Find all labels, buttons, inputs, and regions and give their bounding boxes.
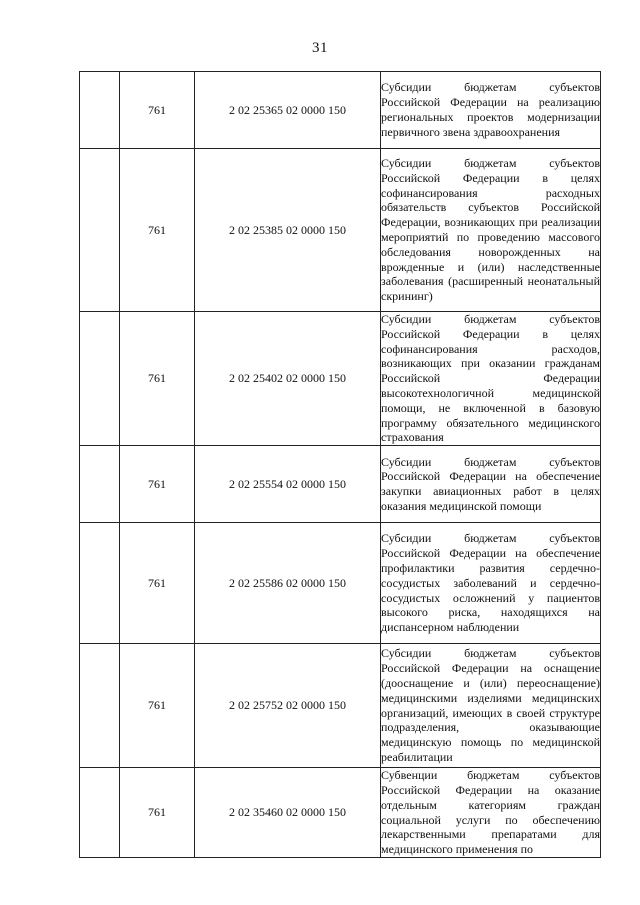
row-number-cell bbox=[80, 768, 120, 858]
description-cell: Субсидии бюджетам субъектов Российской Федерации на обеспечение закупки авиационных работ в целях оказания медицинской помощи bbox=[381, 446, 601, 523]
kbk-code-cell: 2 02 25385 02 0000 150 bbox=[195, 149, 381, 312]
row-number-cell bbox=[80, 312, 120, 446]
table-row bbox=[80, 72, 601, 149]
row-number-cell bbox=[80, 72, 120, 149]
kbk-code-cell: 2 02 25365 02 0000 150 bbox=[195, 72, 381, 149]
row-number-cell bbox=[80, 446, 120, 523]
table-row bbox=[80, 446, 601, 523]
admin-code-cell: 761 bbox=[120, 446, 195, 523]
admin-code-cell: 761 bbox=[120, 72, 195, 149]
admin-code-cell: 761 bbox=[120, 768, 195, 858]
description-cell: Субсидии бюджетам субъектов Российской Федерации в целях софинансирования расходов, возникающих при оказании гражданам Российской Федерации высокотехнологичной медицинской помощи, не включенной в базовую программу обязательного медицинского страхования bbox=[381, 312, 600, 445]
description-cell: Субсидии бюджетам субъектов Российской Федерации на реализацию региональных проектов модернизации первичного звена здравоохранения bbox=[381, 72, 601, 149]
table-row bbox=[80, 768, 601, 858]
kbk-code-cell: 2 02 35460 02 0000 150 bbox=[195, 768, 381, 858]
row-number-cell bbox=[80, 523, 120, 644]
row-number-cell bbox=[80, 149, 120, 312]
budget-classification-table bbox=[79, 71, 601, 858]
kbk-code-cell: 2 02 25586 02 0000 150 bbox=[195, 523, 381, 644]
admin-code-cell: 761 bbox=[120, 149, 195, 312]
kbk-code-cell: 2 02 25752 02 0000 150 bbox=[195, 644, 381, 768]
kbk-code-cell: 2 02 25554 02 0000 150 bbox=[195, 446, 381, 523]
row-number-cell bbox=[80, 644, 120, 768]
table-row bbox=[80, 312, 601, 446]
page-number: 31 bbox=[312, 40, 328, 56]
table-row bbox=[80, 523, 601, 644]
table-row bbox=[80, 644, 601, 768]
admin-code-cell: 761 bbox=[120, 312, 195, 446]
admin-code-cell: 761 bbox=[120, 523, 195, 644]
description-cell: Субвенции бюджетам субъектов Российской Федерации на оказание отдельным категориям граждан социальной услуги по обеспечению лекарственными препаратами для медицинского применения по bbox=[381, 768, 600, 857]
table-row bbox=[80, 149, 601, 312]
kbk-code-cell: 2 02 25402 02 0000 150 bbox=[195, 312, 381, 446]
description-cell: Субсидии бюджетам субъектов Российской Федерации на оснащение (дооснащение и (или) переоснащение) медицинскими изделиями медицинских организаций, имеющих в своей структуре подразделения, оказывающие медицинскую помощь по медицинской реабилитации bbox=[381, 644, 601, 768]
description-cell: Субсидии бюджетам субъектов Российской Федерации в целях софинансирования расходных обязательств субъектов Российской Федерации, возникающих при реализации мероприятий по проведению массового обследования новорожденных на врожденные и (или) наследственные заболевания (расширенный неонатальный скрининг) bbox=[381, 149, 601, 312]
admin-code-cell: 761 bbox=[120, 644, 195, 768]
description-cell: Субсидии бюджетам субъектов Российской Федерации на обеспечение профилактики развития сердечно-сосудистых заболеваний и сердечно-сосудистых осложнений у пациентов высокого риска, находящихся на диспансерном наблюдении bbox=[381, 523, 601, 644]
